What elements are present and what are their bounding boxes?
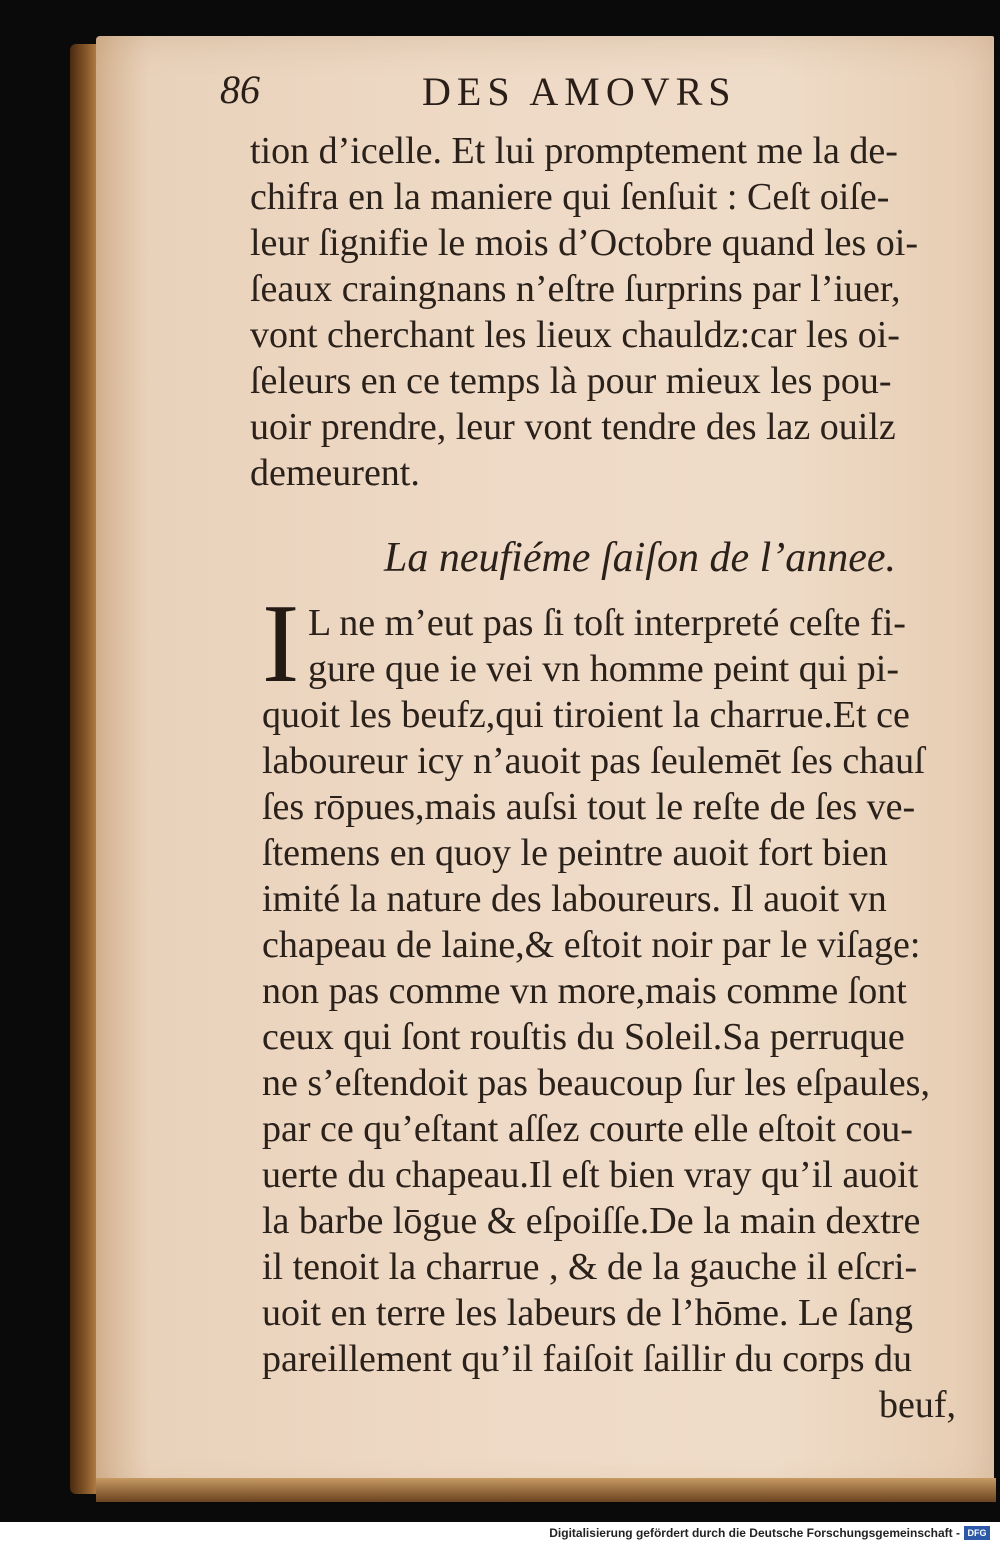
- text-line: ceux qui ſont rouſtis du Soleil.Sa perruque: [262, 1016, 905, 1058]
- section-heading: La neufiéme ſaiſon de l’annee.: [384, 535, 897, 581]
- text-line: demeurent.: [250, 452, 420, 494]
- text-line: il tenoit la charrue , & de la gauche il eſcri-: [262, 1246, 918, 1288]
- text-line: ne s’eſtendoit pas beaucoup ſur les eſpaules,: [262, 1062, 930, 1104]
- funding-credit: Digitalisierung gefördert durch die Deutsche Forschungsgemeinschaft -: [549, 1526, 960, 1540]
- dropcap-block: [262, 582, 982, 706]
- text-line: ſtemens en quoy le peintre auoit fort bien: [262, 832, 888, 874]
- text-line: chapeau de laine,& eſtoit noir par le viſage:: [262, 924, 921, 966]
- text-line: ſes rōpues,mais auſsi tout le reſte de ſes ve-: [262, 786, 916, 828]
- text-line: leur ſignifie le mois d’Octobre quand les oi-: [250, 222, 918, 264]
- catchword: beuf,: [878, 1384, 956, 1426]
- text-line: ſeaux craingnans n’eſtre ſurprins par l’iuer,: [250, 268, 901, 310]
- text-line: tion d’icelle. Et lui promptement me la de-: [250, 130, 898, 172]
- text-line: L ne m’eut pas ſi toſt interpreté ceſte fi-: [308, 602, 906, 644]
- text-line: ſeleurs en ce temps là pour mieux les pou-: [250, 360, 892, 402]
- text-line: par ce qu’eſtant aſſez courte elle eſtoit cou-: [262, 1108, 913, 1150]
- body-paragraph: [250, 128, 970, 496]
- text-line: uoit en terre les labeurs de l’hōme. Le ſang: [262, 1292, 914, 1334]
- text-line: uoir prendre, leur vont tendre des laz ouilz: [250, 406, 896, 448]
- text-line: uerte du chapeau.Il eſt bien vray qu’il auoit: [262, 1154, 919, 1196]
- section-paragraph: [262, 582, 982, 1428]
- text-line: quoit les beufz,qui tiroient la charrue.Et ce: [262, 694, 910, 736]
- drop-cap: I: [262, 582, 300, 706]
- text-line: la barbe lōgue & eſpoiſſe.De la main dextre: [262, 1200, 921, 1242]
- text-line: non pas comme vn more,mais comme ſont: [262, 970, 907, 1012]
- text-line: vont cherchant les lieux chauldz:car les oi-: [250, 314, 900, 356]
- text-line: laboureur icy n’auoit pas ſeulemēt ſes chauſ: [262, 740, 925, 782]
- text-line: gure que ie vei vn homme peint qui pi-: [308, 648, 899, 690]
- running-head: [190, 66, 810, 116]
- running-head-title: DES AMOVRS: [422, 69, 737, 114]
- text-line: pareillement qu’il faiſoit ſaillir du corps du: [262, 1338, 913, 1380]
- text-line: chifra en la maniere qui ſenſuit : Ceſt oiſe-: [250, 176, 890, 218]
- digitization-footer: [0, 1522, 1000, 1544]
- book-bottom-edge: [96, 1478, 996, 1502]
- dropcap-lines: [308, 600, 906, 692]
- dfg-logo-icon: DFG: [964, 1526, 990, 1540]
- text-line: imité la nature des laboureurs. Il auoit vn: [262, 878, 887, 920]
- page-number: 86: [220, 67, 260, 112]
